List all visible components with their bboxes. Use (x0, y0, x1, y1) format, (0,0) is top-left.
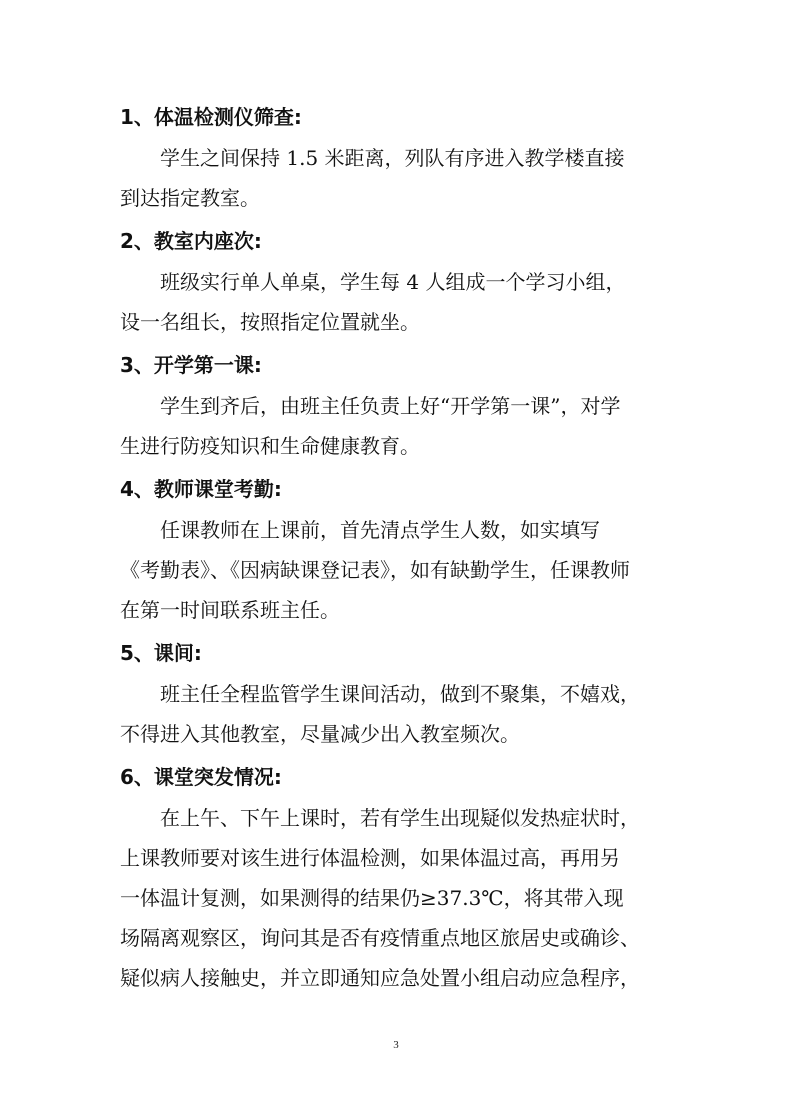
paragraph-line: 任课教师在上课前，首先清点学生人数，如实填写 (160, 518, 600, 542)
paragraph-line: 到达指定教室。 (120, 186, 260, 210)
section-heading: 6、课堂突发情况: (120, 765, 282, 789)
paragraph-line: 一体温计复测，如果测得的结果仍≥37.3℃，将其带入现 (120, 886, 624, 910)
section-heading: 3、开学第一课: (120, 353, 262, 377)
section-6 (120, 756, 680, 998)
paragraph-line: 场隔离观察区，询问其是否有疫情重点地区旅居史或确诊、 (120, 926, 640, 950)
paragraph-line: 不得进入其他教室，尽量减少出入教室频次。 (120, 722, 520, 746)
section-paragraph (120, 138, 680, 218)
document-body (120, 96, 680, 1000)
section-4 (120, 468, 680, 630)
section-paragraph (120, 798, 680, 998)
section-paragraph (120, 510, 680, 630)
section-1 (120, 96, 680, 218)
paragraph-line: 《考勤表》、《因病缺课登记表》，如有缺勤学生，任课教师 (120, 558, 630, 582)
paragraph-line: 在上午、下午上课时，若有学生出现疑似发热症状时， (160, 806, 640, 830)
section-paragraph (120, 262, 680, 342)
paragraph-line: 班主任全程监管学生课间活动，做到不聚集，不嬉戏， (160, 682, 640, 706)
section-heading: 4、教师课堂考勤: (120, 477, 282, 501)
section-paragraph (120, 674, 680, 754)
paragraph-line: 设一名组长，按照指定位置就坐。 (120, 310, 420, 334)
paragraph-line: 学生到齐后，由班主任负责上好“开学第一课”，对学 (160, 394, 621, 418)
paragraph-line: 班级实行单人单桌，学生每 4 人组成一个学习小组， (160, 270, 626, 294)
section-5 (120, 632, 680, 754)
paragraph-line: 学生之间保持 1.5 米距离，列队有序进入教学楼直接 (160, 146, 625, 170)
paragraph-line: 疑似病人接触史，并立即通知应急处置小组启动应急程序， (120, 966, 640, 990)
section-3 (120, 344, 680, 466)
page-number: 3 (393, 1039, 399, 1051)
section-2 (120, 220, 680, 342)
section-paragraph (120, 386, 680, 466)
paragraph-line: 上课教师要对该生进行体温检测，如果体温过高，再用另 (120, 846, 620, 870)
section-heading: 1、体温检测仪筛查: (120, 105, 302, 129)
paragraph-line: 生进行防疫知识和生命健康教育。 (120, 434, 420, 458)
section-heading: 2、教室内座次: (120, 229, 262, 253)
section-heading: 5、课间: (120, 641, 202, 665)
paragraph-line: 在第一时间联系班主任。 (120, 598, 340, 622)
